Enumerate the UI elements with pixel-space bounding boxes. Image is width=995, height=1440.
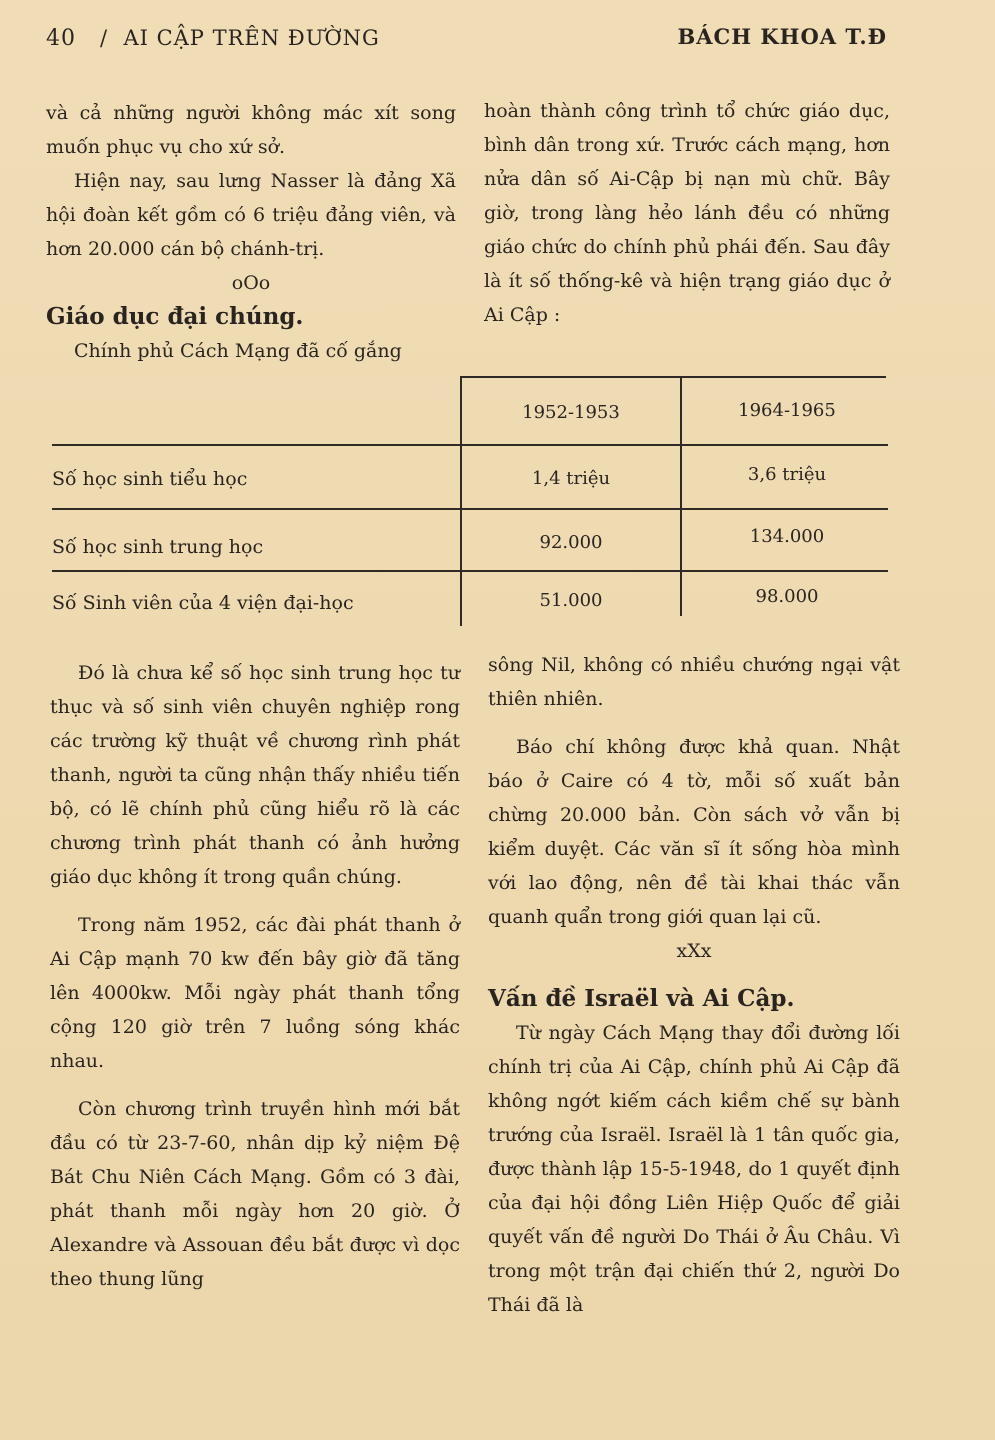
section-heading: Giáo dục đại chúng. bbox=[46, 303, 304, 330]
paragraph: Chính phủ Cách Mạng đã cố gắng bbox=[74, 340, 402, 362]
bottom-right-column bbox=[488, 648, 900, 1322]
paragraph: Đó là chưa kể số học sinh trung học tư thục và số sinh viên chuyên nghiệp rong các trường kỹ thuật về chương rình phát thanh, người ta cũng nhận thấy nhiều tiến bộ, có lẽ chính phủ cũng hiểu rõ là các chương trình phát thanh có ảnh hưởng giáo dục không ít trong quần chúng. bbox=[50, 662, 460, 888]
separator-mark: xXx bbox=[676, 940, 712, 962]
separator-mark: oOo bbox=[231, 272, 271, 294]
paragraph: hoàn thành công trình tổ chức giáo dục, bình dân trong xứ. Trước cách mạng, hơn nửa dân số Ai-Cập bị nạn mù chữ. Bây giờ, trong làng hẻo lánh đều có những giáo chức do chính phủ phái đến. Sau đây là ít số thống-kê và hiện trạng giáo dục ở Ai Cập : bbox=[484, 100, 890, 326]
table-cell: 98.000 bbox=[755, 586, 819, 607]
row-label: Số Sinh viên của 4 viện đại-học bbox=[52, 592, 354, 614]
top-right-column bbox=[484, 94, 890, 332]
paragraph: Trong năm 1952, các đài phát thanh ở Ai Cập mạnh 70 kw đến bây giờ đã tăng lên 4000kw. Mỗi ngày phát thanh tổng cộng 120 giờ trên 7 luồng sóng khác nhau. bbox=[50, 914, 460, 1072]
page-number: 40 bbox=[46, 26, 76, 51]
column-header: 1952-1953 bbox=[522, 402, 620, 423]
table-cell: 1,4 triệu bbox=[531, 468, 611, 489]
paragraph: Còn chương trình truyền hình mới bắt đầu có từ 23-7-60, nhân dịp kỷ niệm Đệ Bát Chu Niên Cách Mạng. Gồm có 3 đài, phát thanh mỗi ngày hơn 20 giờ. Ở Alexandre và Assouan đều bắt được vì dọc theo thung lũng bbox=[50, 1098, 460, 1290]
paragraph: Báo chí không được khả quan. Nhật báo ở Caire có 4 tờ, mỗi số xuất bản chừng 20.000 bản. Còn sách vở vẫn bị kiểm duyệt. Các văn sĩ ít sống hòa mình với lao động, nên đề tài khai thác vẫn quanh quẩn trong giới quan lại cũ. bbox=[488, 736, 900, 928]
publication-name: BÁCH KHOA T.Đ bbox=[677, 24, 887, 49]
paragraph: sông Nil, không có nhiều chướng ngại vật thiên nhiên. bbox=[488, 654, 900, 710]
row-label: Số học sinh tiểu học bbox=[52, 468, 248, 490]
section-heading: Vấn đề Israël và Ai Cập. bbox=[488, 985, 795, 1012]
table-cell: 3,6 triệu bbox=[747, 464, 827, 485]
paragraph: và cả những người không mác xít song muốn phục vụ cho xứ sở. bbox=[46, 102, 456, 158]
paragraph: Hiện nay, sau lưng Nasser là đảng Xã hội đoàn kết gồm có 6 triệu đảng viên, và hơn 20.000 cán bộ chánh-trị. bbox=[46, 170, 456, 260]
header-separator: / bbox=[100, 26, 109, 50]
paragraph: Từ ngày Cách Mạng thay đổi đường lối chính trị của Ai Cập, chính phủ Ai Cập đã không ngớt kiếm cách kiềm chế sự bành trướng của Israël. Israël là 1 tân quốc gia, được thành lập 15-5-1948, do 1 quyết định của đại hội đồng Liên Hiệp Quốc để giải quyết vấn đề người Do Thái ở Âu Châu. Vì trong một trận đại chiến thứ 2, người Do Thái đã là bbox=[488, 1022, 900, 1316]
section-title bbox=[100, 26, 380, 50]
row-label: Số học sinh trung học bbox=[52, 536, 264, 558]
table-cell: 134.000 bbox=[749, 526, 825, 547]
top-left-column bbox=[46, 96, 456, 368]
column-header: 1964-1965 bbox=[738, 400, 836, 421]
table-cell: 51.000 bbox=[539, 590, 603, 611]
education-statistics-table bbox=[46, 372, 892, 632]
table-cell: 92.000 bbox=[539, 532, 603, 553]
section-title-text: AI CẬP TRÊN ĐƯỜNG bbox=[123, 26, 380, 50]
bottom-left-column bbox=[50, 656, 460, 1296]
